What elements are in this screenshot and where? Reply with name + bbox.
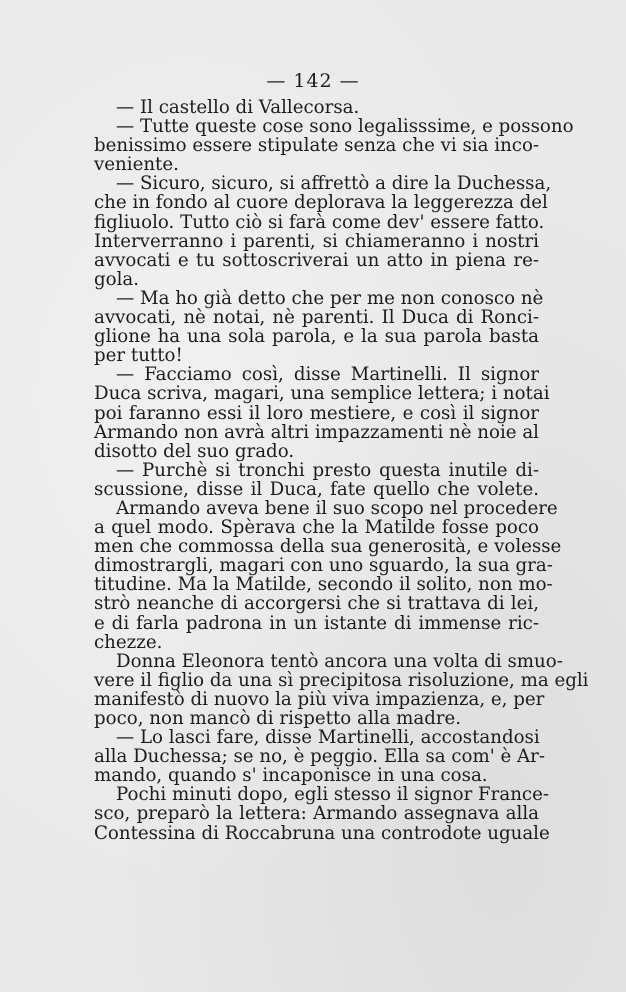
text-line: poco, non mancò di rispetto alla madre. [94, 708, 462, 729]
text-line: Armando aveva bene il suo scopo nel procedere [116, 497, 558, 519]
text-line: — Sicuro, sicuro, si affrettò a dire la Duchessa, [116, 173, 552, 195]
text-line: per tutto! [94, 345, 183, 367]
text-line: e di farla padrona in un istante di immense ric- [94, 612, 539, 634]
text-line: gola. [94, 268, 140, 290]
text-line: avvocati e tu sottoscriverai un atto in piena re- [94, 249, 539, 271]
body-text [94, 97, 589, 844]
text-line: — Facciamo così, disse Martinelli. Il signor [116, 364, 539, 386]
text-line: — Ma ho già detto che per me non conosco nè [116, 287, 544, 309]
text-line: figliuolo. Tutto ciò si farà come dev' essere fatto. [94, 211, 545, 233]
text-line: che in fondo al cuore deplorava la leggerezza del [94, 192, 548, 214]
text-line: benissimo essere stipulate senza che vi sia inco- [94, 135, 540, 157]
text-line: avvocati, nè notai, nè parenti. Il Duca di Ronci- [94, 307, 539, 329]
text-line: Contessina di Roccabruna una controdote uguale [94, 822, 550, 844]
text-line: Pochi minuti dopo, egli stesso il signor France- [116, 784, 550, 806]
text-line: sco, preparò la lettera: Armando assegnava alla [94, 803, 539, 825]
text-line: strò neanche di accorgersi che si trattava di lei, [94, 593, 539, 615]
text-line: Duca scriva, magari, una semplice lettera; i notai [94, 383, 550, 405]
text-line: chezze. [94, 631, 163, 653]
text-line: men che commossa della sua generosità, e volesse [94, 536, 562, 558]
text-line: — Purchè si tronchi presto questa inutile di- [116, 459, 539, 481]
text-line: — Il castello di Vallecorsa. [116, 97, 360, 118]
text-line: glione ha una sola parola, e la sua parola basta [94, 326, 539, 348]
text-line: — Lo lasci fare, disse Martinelli, accostandosi [116, 727, 540, 749]
text-line: poi faranno essi il loro mestiere, e così il signor [94, 402, 539, 424]
text-line: Donna Eleonora tentò ancora una volta di smuo- [116, 650, 563, 672]
text-line: vere il figlio da una sì precipitosa risoluzione, ma egli [94, 669, 589, 691]
text-line: Interverranno i parenti, si chiameranno i nostri [94, 230, 539, 252]
text-line: scussione, disse il Duca, fate quello che volete. [94, 478, 539, 500]
page-number: — 142 — [266, 70, 360, 92]
text-line: mando, quando s' incaponisce in una cosa. [94, 765, 488, 787]
text-line: alla Duchessa; se no, è peggio. Ella sa com' è Ar- [94, 746, 546, 768]
text-line: disotto del suo grado. [94, 440, 295, 462]
text-line: — Tutte queste cose sono legalisssime, e possono [116, 116, 574, 138]
text-line: manifestò di nuovo la più viva impazienza, e, per [94, 688, 545, 710]
text-line: Armando non avrà altri impazzamenti nè noie al [94, 421, 539, 443]
text-line: veniente. [94, 154, 179, 176]
text-line: titudine. Ma la Matilde, secondo il solito, non mo- [94, 574, 553, 596]
text-line: a quel modo. Spèrava che la Matilde fosse poco [94, 517, 539, 539]
text-line: dimostrargli, magari con uno sguardo, la sua gra- [94, 555, 553, 577]
